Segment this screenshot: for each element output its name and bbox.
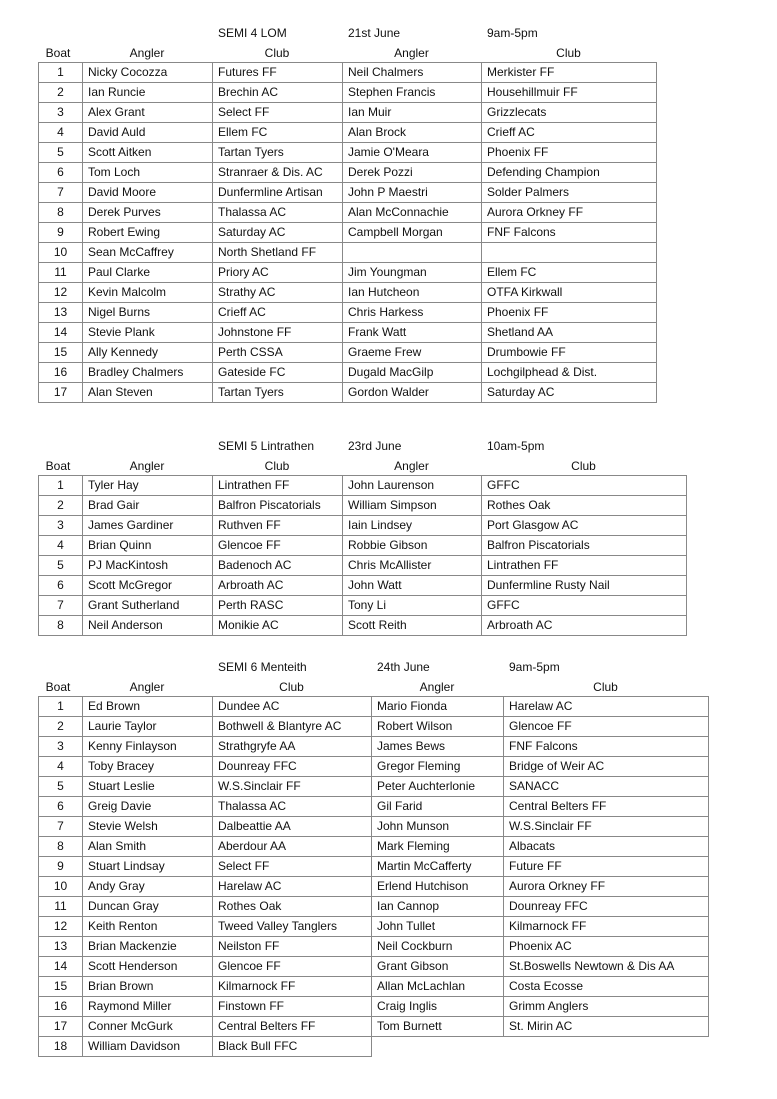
club-cell: FNF Falcons [504,737,709,757]
angler-cell: Ally Kennedy [83,343,213,363]
club-cell: Tartan Tyers [213,143,343,163]
angler-cell: Grant Gibson [372,957,504,977]
table-row [39,143,657,163]
club-cell: Dundee AC [213,697,372,717]
club-cell: Crieff AC [482,123,657,143]
club-cell: Neilston FF [213,937,372,957]
boat-number: 9 [39,223,83,243]
club-cell: Dalbeattie AA [213,817,372,837]
angler-cell: Scott Aitken [83,143,213,163]
table-row [39,123,657,143]
angler-cell: Bradley Chalmers [83,363,213,383]
angler-cell: Ian Hutcheon [343,283,482,303]
angler-cell: Jamie O'Meara [343,143,482,163]
club-cell: Kilmarnock FF [213,977,372,997]
club-cell: Perth CSSA [213,343,343,363]
table-row [39,263,657,283]
club-cell: Defending Champion [482,163,657,183]
club-cell: North Shetland FF [213,243,343,263]
angler-cell: Grant Sutherland [83,596,213,616]
club-cell: Rothes Oak [213,897,372,917]
angler-cell: John Tullet [372,917,504,937]
club-cell: Merkister FF [482,63,657,83]
column-header-boat: Boat [45,46,71,60]
boat-number: 4 [39,123,83,143]
angler-cell: Brian Quinn [83,536,213,556]
angler-cell: Gil Farid [372,797,504,817]
table-row [39,957,709,977]
table-row [39,937,709,957]
angler-cell: Alex Grant [83,103,213,123]
angler-cell: Campbell Morgan [343,223,482,243]
boat-number: 8 [39,837,83,857]
angler-cell: Jim Youngman [343,263,482,283]
club-cell: Brechin AC [213,83,343,103]
angler-cell: John Laurenson [343,476,482,496]
column-header-club: Club [264,46,290,60]
angler-cell: Tom Burnett [372,1017,504,1037]
section-date: 23rd June [348,439,402,453]
boat-number: 6 [39,797,83,817]
table-row [39,1037,709,1057]
angler-cell: Kenny Finlayson [83,737,213,757]
club-cell: Monikie AC [213,616,343,636]
table-row [39,363,657,383]
table-row [39,103,657,123]
table-row [39,576,687,596]
angler-cell: John P Maestri [343,183,482,203]
boat-number: 7 [39,183,83,203]
angler-cell: William Simpson [343,496,482,516]
club-cell: Balfron Piscatorials [213,496,343,516]
angler-cell: Nicky Cocozza [83,63,213,83]
boat-number: 8 [39,203,83,223]
column-header-club: Club [279,680,304,694]
boat-number: 18 [39,1037,83,1057]
club-cell: Kilmarnock FF [504,917,709,937]
table-row [39,516,687,536]
angler-cell: Derek Purves [83,203,213,223]
angler-cell [372,1037,504,1057]
boat-number: 15 [39,343,83,363]
table-row [39,717,709,737]
boat-number: 4 [39,536,83,556]
club-cell: Stranraer & Dis. AC [213,163,343,183]
table-row [39,837,709,857]
angler-cell: Ian Muir [343,103,482,123]
club-cell: Glencoe FF [504,717,709,737]
table-row [39,183,657,203]
section-date: 21st June [348,26,401,40]
club-cell: Ruthven FF [213,516,343,536]
club-cell: Gateside FC [213,363,343,383]
boat-number: 13 [39,303,83,323]
angler-cell: David Moore [83,183,213,203]
club-cell: Ellem FC [482,263,657,283]
column-header-club: Club [264,459,290,473]
club-cell: Strathgryfe AA [213,737,372,757]
angler-cell: Stevie Plank [83,323,213,343]
club-cell: Thalassa AC [213,203,343,223]
angler-cell: PJ MacKintosh [83,556,213,576]
club-cell: Strathy AC [213,283,343,303]
angler-cell: Neil Cockburn [372,937,504,957]
club-cell [482,243,657,263]
boat-number: 2 [39,496,83,516]
angler-cell: David Auld [83,123,213,143]
angler-cell: Alan McConnachie [343,203,482,223]
angler-cell: Derek Pozzi [343,163,482,183]
table-row [39,977,709,997]
club-cell: Balfron Piscatorials [482,536,687,556]
table-row [39,556,687,576]
club-cell: Harelaw AC [213,877,372,897]
club-cell: Rothes Oak [482,496,687,516]
club-cell: Albacats [504,837,709,857]
angler-cell: Brad Gair [83,496,213,516]
angler-cell: Paul Clarke [83,263,213,283]
column-header-angler: Angler [394,459,429,473]
section-time: 9am-5pm [487,26,538,40]
angler-cell: Robert Ewing [83,223,213,243]
club-cell: Crieff AC [213,303,343,323]
angler-cell: Chris Harkess [343,303,482,323]
boat-number: 13 [39,937,83,957]
club-cell: Dounreay FFC [213,757,372,777]
table-row [39,83,657,103]
angler-cell: Craig Inglis [372,997,504,1017]
angler-cell: Stuart Lindsay [83,857,213,877]
angler-cell: Stephen Francis [343,83,482,103]
angler-cell: Ian Cannop [372,897,504,917]
table-row [39,797,709,817]
column-header-club: Club [556,46,581,60]
boat-table [38,475,687,636]
angler-cell: Neil Chalmers [343,63,482,83]
angler-cell: Kevin Malcolm [83,283,213,303]
angler-cell: Alan Brock [343,123,482,143]
club-cell: Glencoe FF [213,957,372,977]
angler-cell: Stuart Leslie [83,777,213,797]
angler-cell [343,243,482,263]
boat-number: 5 [39,556,83,576]
table-row [39,777,709,797]
table-row [39,877,709,897]
club-cell: Dounreay FFC [504,897,709,917]
table-row [39,476,687,496]
angler-cell: Robert Wilson [372,717,504,737]
angler-cell: Conner McGurk [83,1017,213,1037]
angler-cell: Nigel Burns [83,303,213,323]
angler-cell: Tom Loch [83,163,213,183]
angler-cell: Ed Brown [83,697,213,717]
club-cell: Thalassa AC [213,797,372,817]
club-cell: Ellem FC [213,123,343,143]
angler-cell: John Munson [372,817,504,837]
boat-number: 14 [39,323,83,343]
table-row [39,737,709,757]
angler-cell: Scott McGregor [83,576,213,596]
table-row [39,897,709,917]
section-title: SEMI 5 Lintrathen [218,439,315,453]
column-header-boat: Boat [45,459,71,473]
table-row [39,343,657,363]
club-cell: Tweed Valley Tanglers [213,917,372,937]
table-row [39,817,709,837]
club-cell: Saturday AC [482,383,657,403]
club-cell: Aberdour AA [213,837,372,857]
angler-cell: Toby Bracey [83,757,213,777]
boat-number: 10 [39,243,83,263]
club-cell: Shetland AA [482,323,657,343]
section-title: SEMI 4 LOM [218,26,287,40]
club-cell: GFFC [482,476,687,496]
angler-cell: Ian Runcie [83,83,213,103]
club-cell: Central Belters FF [504,797,709,817]
boat-number: 9 [39,857,83,877]
boat-number: 3 [39,516,83,536]
club-cell: Phoenix FF [482,143,657,163]
club-cell: Costa Ecosse [504,977,709,997]
club-cell: Bridge of Weir AC [504,757,709,777]
angler-cell: Laurie Taylor [83,717,213,737]
angler-cell: Greig Davie [83,797,213,817]
club-cell: Arbroath AC [213,576,343,596]
club-cell: W.S.Sinclair FF [504,817,709,837]
boat-number: 7 [39,817,83,837]
angler-cell: Chris McAllister [343,556,482,576]
club-cell: Solder Palmers [482,183,657,203]
angler-cell: Alan Steven [83,383,213,403]
column-header-angler: Angler [129,46,165,60]
club-cell: Black Bull FFC [213,1037,372,1057]
club-cell: Househillmuir FF [482,83,657,103]
club-cell: St.Boswells Newtown & Dis AA [504,957,709,977]
boat-number: 6 [39,163,83,183]
angler-cell: Tony Li [343,596,482,616]
club-cell: Grizzlecats [482,103,657,123]
boat-number: 7 [39,596,83,616]
boat-number: 11 [39,897,83,917]
table-row [39,596,687,616]
angler-cell: Brian Mackenzie [83,937,213,957]
boat-number: 5 [39,777,83,797]
table-row [39,536,687,556]
angler-cell: Neil Anderson [83,616,213,636]
club-cell: Tartan Tyers [213,383,343,403]
club-cell: Lintrathen FF [482,556,687,576]
angler-cell: Scott Reith [343,616,482,636]
angler-cell: Gordon Walder [343,383,482,403]
boat-number: 15 [39,977,83,997]
angler-cell: Keith Renton [83,917,213,937]
angler-cell: Allan McLachlan [372,977,504,997]
club-cell: W.S.Sinclair FF [213,777,372,797]
column-header-angler: Angler [129,459,165,473]
table-row [39,857,709,877]
club-cell: Central Belters FF [213,1017,372,1037]
club-cell: Lochgilphead & Dist. [482,363,657,383]
table-row [39,63,657,83]
table-row [39,283,657,303]
club-cell: Grimm Anglers [504,997,709,1017]
angler-cell: Stevie Welsh [83,817,213,837]
boat-table [38,696,709,1057]
club-cell: SANACC [504,777,709,797]
club-cell: Perth RASC [213,596,343,616]
column-header-boat: Boat [45,680,71,694]
boat-number: 14 [39,957,83,977]
angler-cell: Duncan Gray [83,897,213,917]
boat-number: 16 [39,997,83,1017]
boat-table [38,62,657,403]
club-cell: Drumbowie FF [482,343,657,363]
boat-number: 6 [39,576,83,596]
angler-cell: Dugald MacGilp [343,363,482,383]
club-cell: Port Glasgow AC [482,516,687,536]
section-title: SEMI 6 Menteith [218,660,307,674]
table-row [39,383,657,403]
angler-cell: Frank Watt [343,323,482,343]
column-header-angler: Angler [394,46,429,60]
angler-cell: Erlend Hutchison [372,877,504,897]
column-header-club: Club [593,680,618,694]
club-cell: Aurora Orkney FF [504,877,709,897]
angler-cell: Robbie Gibson [343,536,482,556]
club-cell: Dunfermline Rusty Nail [482,576,687,596]
table-row [39,243,657,263]
boat-number: 12 [39,283,83,303]
angler-cell: Mark Fleming [372,837,504,857]
club-cell: Priory AC [213,263,343,283]
table-row [39,203,657,223]
club-cell: Dunfermline Artisan [213,183,343,203]
club-cell: Lintrathen FF [213,476,343,496]
boat-number: 17 [39,383,83,403]
club-cell: Johnstone FF [213,323,343,343]
boat-number: 8 [39,616,83,636]
table-row [39,697,709,717]
angler-cell: Gregor Fleming [372,757,504,777]
angler-cell: Martin McCafferty [372,857,504,877]
table-row [39,223,657,243]
table-row [39,757,709,777]
angler-cell: Raymond Miller [83,997,213,1017]
club-cell: FNF Falcons [482,223,657,243]
angler-cell: John Watt [343,576,482,596]
angler-cell: William Davidson [83,1037,213,1057]
table-row [39,163,657,183]
angler-cell: James Gardiner [83,516,213,536]
club-cell: Future FF [504,857,709,877]
club-cell: Select FF [213,103,343,123]
club-cell: GFFC [482,596,687,616]
club-cell: St. Mirin AC [504,1017,709,1037]
angler-cell: Tyler Hay [83,476,213,496]
boat-number: 1 [39,697,83,717]
boat-number: 11 [39,263,83,283]
boat-number: 2 [39,717,83,737]
boat-number: 5 [39,143,83,163]
club-cell: Arbroath AC [482,616,687,636]
club-cell: Finstown FF [213,997,372,1017]
table-row [39,997,709,1017]
table-row [39,1017,709,1037]
club-cell: Bothwell & Blantyre AC [213,717,372,737]
club-cell: Harelaw AC [504,697,709,717]
club-cell: Select FF [213,857,372,877]
angler-cell: Andy Gray [83,877,213,897]
club-cell: Saturday AC [213,223,343,243]
boat-number: 10 [39,877,83,897]
column-header-angler: Angler [129,680,165,694]
club-cell: Phoenix AC [504,937,709,957]
boat-number: 2 [39,83,83,103]
column-header-club: Club [571,459,596,473]
angler-cell: Graeme Frew [343,343,482,363]
club-cell [504,1037,709,1057]
boat-number: 16 [39,363,83,383]
club-cell: Glencoe FF [213,536,343,556]
club-cell: Futures FF [213,63,343,83]
club-cell: Phoenix FF [482,303,657,323]
angler-cell: Brian Brown [83,977,213,997]
table-row [39,917,709,937]
angler-cell: Iain Lindsey [343,516,482,536]
boat-number: 3 [39,103,83,123]
club-cell: Badenoch AC [213,556,343,576]
angler-cell: Sean McCaffrey [83,243,213,263]
table-row [39,496,687,516]
section-time: 9am-5pm [509,660,560,674]
club-cell: Aurora Orkney FF [482,203,657,223]
boat-number: 17 [39,1017,83,1037]
angler-cell: Alan Smith [83,837,213,857]
boat-number: 4 [39,757,83,777]
table-row [39,616,687,636]
table-row [39,303,657,323]
angler-cell: James Bews [372,737,504,757]
boat-number: 1 [39,476,83,496]
table-row [39,323,657,343]
boat-number: 1 [39,63,83,83]
boat-number: 3 [39,737,83,757]
angler-cell: Peter Auchterlonie [372,777,504,797]
section-date: 24th June [377,660,430,674]
column-header-angler: Angler [419,680,455,694]
angler-cell: Mario Fionda [372,697,504,717]
section-time: 10am-5pm [487,439,545,453]
angler-cell: Scott Henderson [83,957,213,977]
club-cell: OTFA Kirkwall [482,283,657,303]
boat-number: 12 [39,917,83,937]
